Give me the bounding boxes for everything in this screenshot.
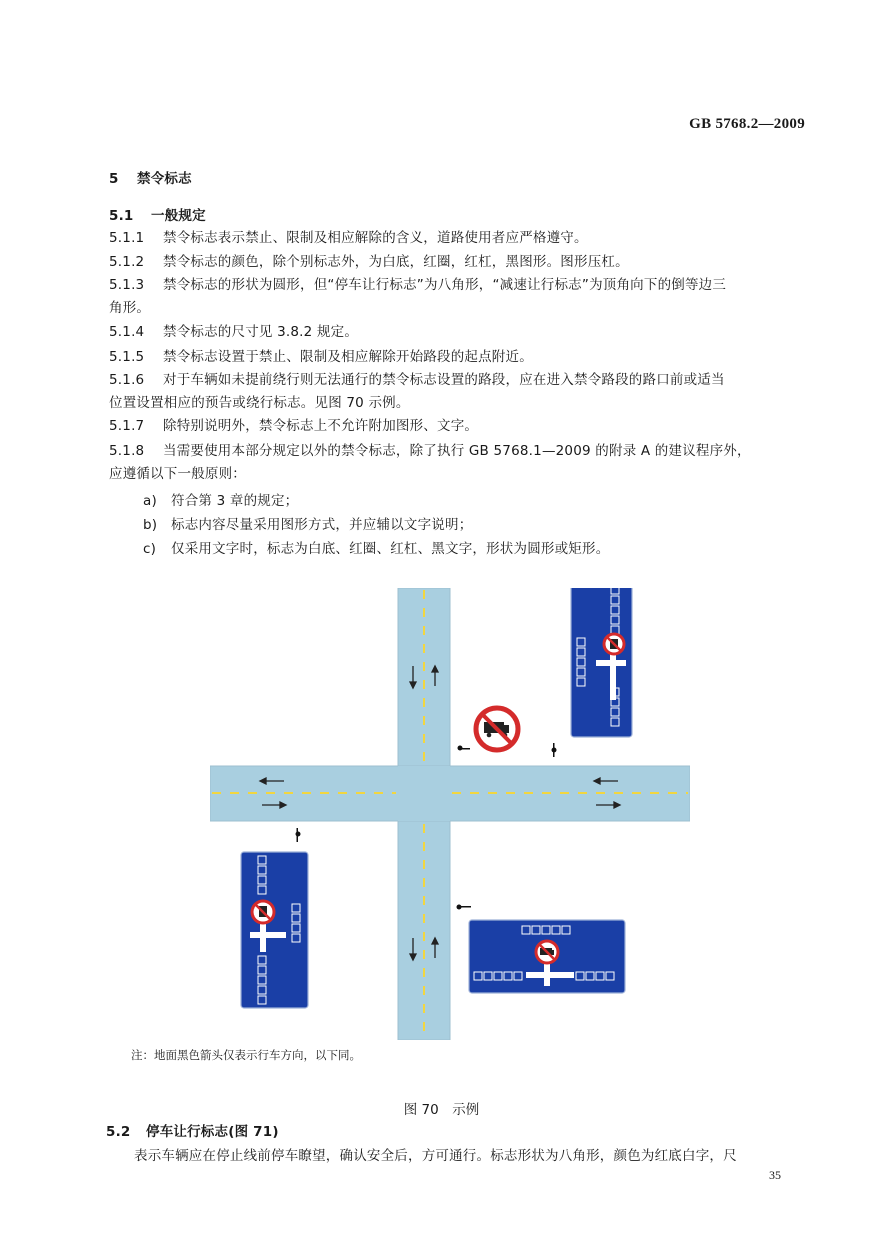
section-number: 5 — [109, 171, 119, 187]
clause-number: 5.1.2 — [109, 254, 145, 270]
figure-caption: 图 70 示例 — [403, 1102, 480, 1118]
clause-text: 禁令标志表示禁止、限制及相应解除的含义，道路使用者应严格遵守。 — [163, 230, 588, 246]
clause-text: 当需要使用本部分规定以外的禁令标志，除了执行 GB 5768.1—2009 的附录 A 的建议程序外， — [163, 443, 751, 459]
clause-5-1-4 — [109, 320, 358, 340]
clause-number: 5.1.1 — [109, 230, 145, 246]
page-number: 35 — [769, 1168, 781, 1182]
clause-text: 禁令标志的尺寸见 3.8.2 规定。 — [163, 324, 359, 340]
clause-5-1-5 — [109, 345, 533, 365]
clause-5-1-3-cont: 角形。 — [109, 300, 151, 316]
clause-number: 5.1.3 — [109, 277, 145, 293]
subsection-title: 停车让行标志(图 71) — [146, 1124, 279, 1140]
clause-5-1-8 — [109, 439, 751, 459]
post-marker-se — [457, 905, 472, 910]
clause-number: 5.1.6 — [109, 372, 145, 388]
clause-5-1-6 — [109, 368, 725, 388]
list-marker: c) — [143, 541, 157, 557]
clause-5-1-2 — [109, 250, 629, 270]
list-marker: b) — [143, 517, 158, 533]
principle-text: 符合第 3 章的规定； — [171, 493, 299, 509]
subsection-title: 一般规定 — [151, 208, 206, 224]
post-marker-ne-1 — [458, 746, 471, 751]
clause-5-1-8-cont: 应遵循以下一般原则： — [109, 466, 246, 482]
no-trucks-sign-icon — [476, 708, 518, 750]
clause-number: 5.1.4 — [109, 324, 145, 340]
section-title: 禁令标志 — [137, 171, 192, 187]
clause-text: 禁令标志的形状为圆形，但“停车让行标志”为八角形，“减速让行标志”为顶角向下的倒等边三 — [163, 277, 727, 293]
principle-a — [143, 489, 298, 509]
clause-5-1-7 — [109, 414, 478, 434]
clause-number: 5.1.8 — [109, 443, 145, 459]
standard-code: GB 5768.2—2009 — [689, 116, 805, 132]
detour-sign-ne-icon — [571, 588, 632, 737]
subsection-number: 5.1 — [109, 208, 134, 224]
list-marker: a) — [143, 493, 157, 509]
subsection-number: 5.2 — [106, 1124, 131, 1140]
intersection-box — [398, 766, 450, 821]
detour-sign-sw-icon — [241, 852, 308, 1008]
post-marker-sw — [296, 828, 301, 842]
subsection-heading — [109, 204, 206, 224]
section-heading — [109, 167, 192, 187]
clause-text: 禁令标志的颜色，除个别标志外，为白底，红圈，红杠，黑图形。图形压杠。 — [163, 254, 629, 270]
clause-text: 除特别说明外，禁令标志上不允许附加图形、文字。 — [163, 418, 479, 434]
detour-sign-se-icon — [469, 920, 625, 993]
clause-text: 禁令标志设置于禁止、限制及相应解除开始路段的起点附近。 — [163, 349, 533, 365]
principle-c — [143, 537, 609, 557]
clause-text: 对于车辆如未提前绕行则无法通行的禁令标志设置的路段，应在进入禁令路段的路口前或适当 — [163, 372, 725, 388]
intersection-svg — [210, 588, 690, 1040]
clause-5-1-3 — [109, 273, 726, 293]
post-marker-ne-2 — [552, 743, 557, 757]
clause-5-1-1 — [109, 226, 588, 246]
subsection-5-2-text: 表示车辆应在停止线前停车瞭望，确认安全后，方可通行。标志形状为八角形，颜色为红底白字，尺 — [134, 1148, 737, 1164]
clause-number: 5.1.5 — [109, 349, 145, 365]
figure-note: 注：地面黑色箭头仅表示行车方向，以下同。 — [131, 1048, 361, 1062]
principle-b — [143, 513, 472, 533]
principle-text: 标志内容尽量采用图形方式，并应辅以文字说明； — [171, 517, 473, 533]
principle-text: 仅采用文字时，标志为白底、红圈、红杠、黑文字，形状为圆形或矩形。 — [171, 541, 610, 557]
subsection-5-2-heading — [106, 1120, 279, 1140]
clause-number: 5.1.7 — [109, 418, 145, 434]
intersection-diagram — [210, 588, 690, 1040]
clause-5-1-6-cont: 位置设置相应的预告或绕行标志。见图 70 示例。 — [109, 395, 410, 411]
